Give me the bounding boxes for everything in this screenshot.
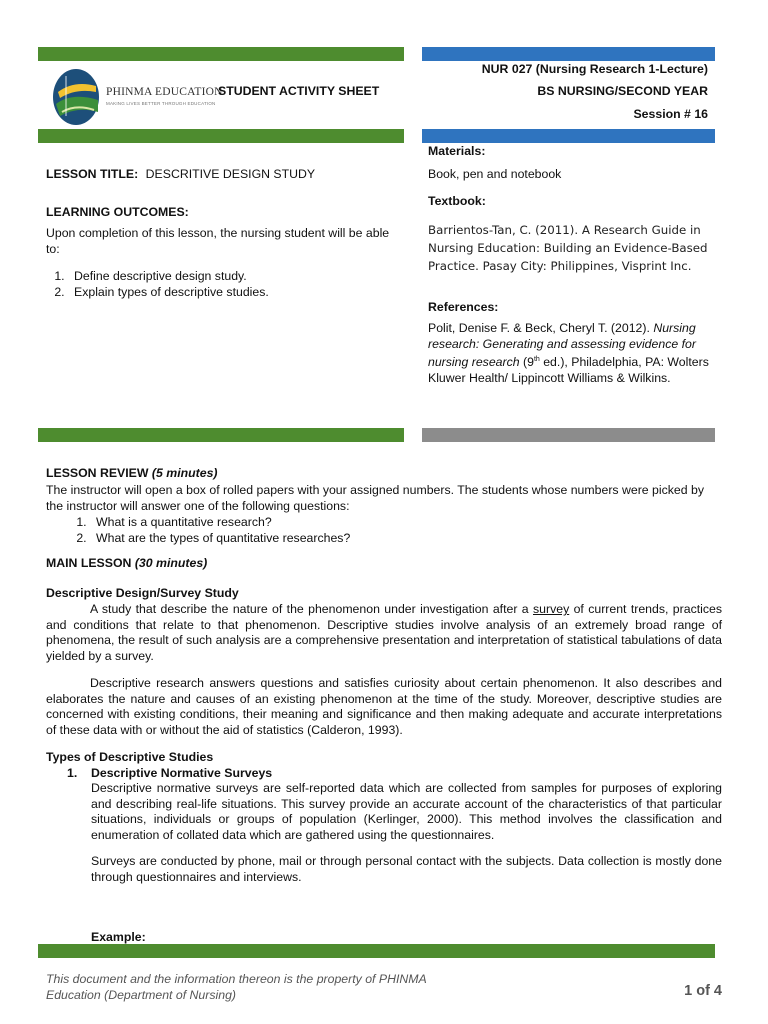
footer-notice-line-1: This document and the information thereon is the property of PHINMA	[46, 972, 427, 986]
session-number: Session # 16	[633, 107, 708, 121]
header-bar-green-top	[38, 47, 404, 61]
header-bar-green-bottom	[38, 129, 404, 143]
sheet-title: STUDENT ACTIVITY SHEET	[218, 84, 380, 98]
phinma-logo	[52, 66, 223, 130]
survey-link[interactable]: survey	[533, 602, 570, 616]
course-code: NUR 027 (Nursing Research 1-Lecture)	[481, 62, 708, 76]
list-item: 1. What is a quantitative research?	[90, 514, 690, 530]
type1-paragraph-1: Descriptive normative surveys are self-reported data which are collected from samples for purposes of exploring and describing real-life situations. This survey provide an accurate account of the characteristics of that particular situations, individuals or groups of population (Kerlinger, 2000). This method involves the classification and enumeration of collated data which are gathered using the questionnaires.	[91, 781, 722, 842]
learning-outcomes-heading: LEARNING OUTCOMES:	[46, 205, 189, 219]
lesson-review-label: LESSON REVIEW	[46, 466, 149, 480]
paragraph-definition-text-a: A study that describe the nature of the phenomenon under investigation after a	[90, 602, 533, 616]
paragraph-description: Descriptive research answers questions and satisfies curiosity about certain phenomenon. It also describes and elaborates the nature and causes of an existing phenomenon at the time of the study. Moreover, descriptive studies are concerned with existing conditions, their meaning and significance and then making adequate and accurate interpretations of these data with or without the aid of statistics (Calderon, 1993).	[46, 676, 722, 737]
divider-bar-grey	[422, 428, 715, 442]
type1-title: Descriptive Normative Surveys	[91, 766, 273, 780]
phinma-logo-mark-icon	[52, 66, 102, 128]
header-bar-blue-bottom	[422, 129, 715, 143]
lesson-title-label: LESSON TITLE:	[46, 167, 139, 181]
lesson-title-value: DESCRITIVE DESIGN STUDY	[145, 167, 316, 181]
review-questions-list	[45, 514, 690, 546]
type1-paragraph-2: Surveys are conducted by phone, mail or through personal contact with the subjects. Data collection is mostly done through questionnaires and interviews.	[91, 854, 722, 884]
materials-text: Book, pen and notebook	[428, 167, 562, 181]
main-lesson-label: MAIN LESSON	[46, 556, 132, 570]
textbook-citation: Barrientos-Tan, C. (2011). A Research Guide in Nursing Education: Building an Evidence-Based Practice. Pasay City: Philippines, Visprint Inc.	[428, 223, 708, 273]
footer-bar-green	[38, 944, 715, 958]
header-bar-blue-top	[422, 47, 715, 61]
paragraph-definition	[46, 602, 722, 664]
lesson-review-text: The instructor will open a box of rolled papers with your assigned numbers. The students whose numbers were picked by the instructor will answer one of the following questions:	[46, 483, 704, 513]
paragraph-definition-text-b: of current trends, practices and conditions that relate to that phenomenon. Descriptive studies involve analysis of an extremely broad range of phenomena, the result of such analysis are a comprehensive presentation and interpretation of statistical tabulations of data yielded by a survey.	[46, 602, 722, 663]
lesson-review-minutes: (5 minutes)	[151, 466, 218, 480]
main-lesson-heading	[46, 556, 207, 570]
example-label: Example:	[91, 930, 146, 944]
lesson-review-heading	[46, 466, 218, 480]
learning-outcomes-list	[23, 268, 438, 300]
learning-outcomes-intro: Upon completion of this lesson, the nursing student will be able to:	[46, 226, 390, 256]
reference-title: Nursing research: Generating and assessing evidence for nursing research	[428, 321, 696, 370]
reference-edition-post: ed.), Philadelphia, PA: Wolters Kluwer Health/ Lippincott Williams & Wilkins.	[428, 355, 709, 385]
divider-bar-green	[38, 428, 404, 442]
materials-heading: Materials:	[428, 144, 486, 158]
type1-number: 1.	[67, 766, 78, 780]
page-number: 1 of 4	[684, 983, 722, 999]
list-item: 2. What are the types of quantitative researches?	[90, 530, 690, 546]
lesson-title	[46, 167, 315, 181]
textbook-heading: Textbook:	[428, 194, 486, 208]
list-item: 1. Define descriptive design study.	[68, 268, 438, 284]
reference-authors: Polit, Denise F. & Beck, Cheryl T. (2012).	[428, 321, 650, 335]
program-year: BS NURSING/SECOND YEAR	[537, 84, 708, 98]
footer-notice-line-2: Education (Department of Nursing)	[46, 987, 237, 1002]
footer-notice	[46, 972, 427, 1003]
reference-edition-sup: th	[533, 356, 540, 363]
reference-edition-pre: (9	[523, 355, 534, 370]
logo-org-name: PHINMA EDUCATION	[106, 86, 223, 98]
list-item: 2. Explain types of descriptive studies.	[68, 284, 438, 300]
section-title: Descriptive Design/Survey Study	[46, 586, 239, 600]
main-lesson-minutes: (30 minutes)	[134, 556, 208, 570]
logo-tagline: MAKING LIVES BETTER THROUGH EDUCATION	[106, 101, 216, 106]
reference-citation	[428, 321, 712, 386]
types-heading: Types of Descriptive Studies	[46, 750, 214, 764]
references-heading: References:	[428, 300, 499, 314]
